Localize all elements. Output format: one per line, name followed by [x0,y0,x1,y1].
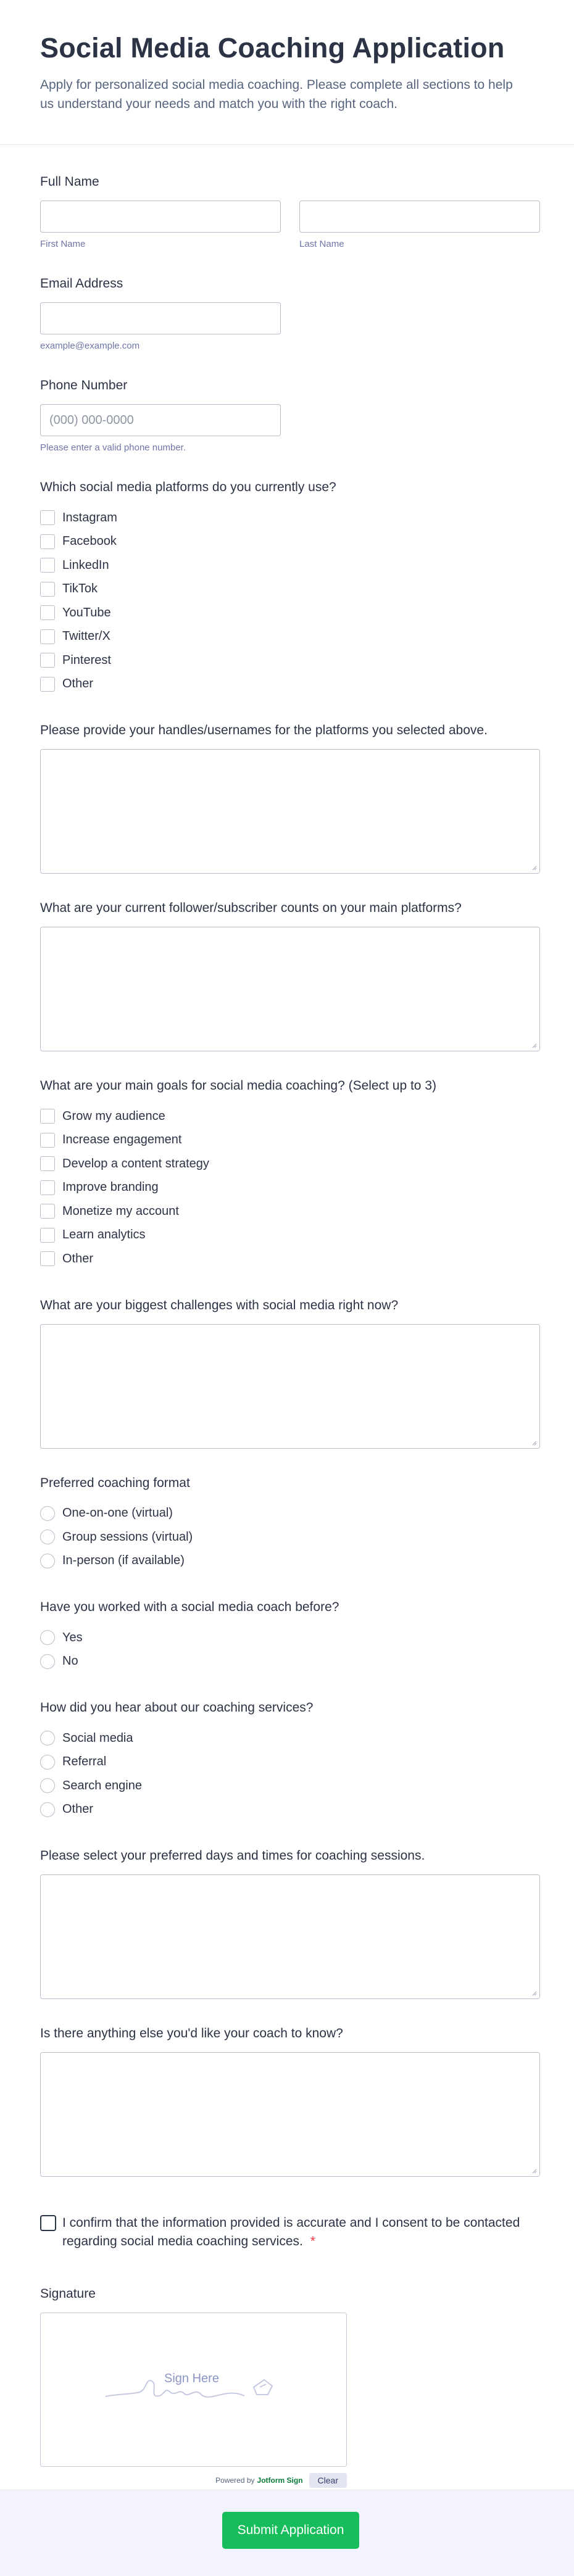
phone-label: Phone Number [40,378,128,392]
goal-option[interactable] [40,1176,534,1200]
format-label: Preferred coaching format [40,1475,190,1490]
email-label: Email Address [40,276,123,291]
full-name-label: Full Name [40,175,99,189]
platform-option-label: LinkedIn [62,558,109,572]
resize-grip-icon[interactable] [531,1990,537,1996]
referral-option[interactable] [40,1774,534,1798]
prior-coach-option[interactable] [40,1626,534,1650]
form-footer [0,2490,574,2576]
referral-label: How did you hear about our coaching services? [40,1700,314,1715]
goals-label: What are your main goals for social media coaching? (Select up to 3) [40,1079,436,1093]
goal-option-label: Grow my audience [62,1109,165,1123]
platform-option-label: Other [62,677,94,691]
platform-option-label: TikTok [62,582,98,596]
radio-button[interactable] [40,1731,55,1746]
challenges-field [40,1298,534,1449]
prior-coach-field [40,1600,534,1673]
form-body [0,175,574,2488]
goal-option[interactable] [40,1199,534,1224]
last-name-sublabel: Last Name [299,239,344,249]
platforms-field [40,480,534,696]
followers-label: What are your current follower/subscriber counts on your main platforms? [40,901,462,915]
phone-sublabel: Please enter a valid phone number. [40,442,186,453]
anything-else-field [40,2026,534,2177]
referral-option-label: Social media [62,1731,133,1745]
checkbox[interactable] [40,1251,55,1266]
goal-option-label: Learn analytics [62,1228,146,1242]
challenges-label: What are your biggest challenges with social media right now? [40,1298,399,1312]
referral-option[interactable] [40,1798,534,1822]
required-asterisk: * [310,2234,315,2248]
first-name-input[interactable] [40,201,281,233]
checkbox[interactable] [40,1204,55,1219]
platform-option-label: Facebook [62,534,117,549]
goal-option[interactable] [40,1247,534,1271]
platform-option[interactable] [40,601,534,625]
schedule-textarea[interactable] [40,1874,540,1999]
checkbox[interactable] [40,534,55,549]
referral-option-label: Search engine [62,1778,142,1792]
schedule-field [40,1849,534,1999]
platforms-options [40,506,534,696]
referral-option[interactable] [40,1750,534,1775]
resize-grip-icon[interactable] [531,1439,537,1446]
challenges-textarea[interactable] [40,1324,540,1449]
goal-option-label: Other [62,1251,94,1265]
consent-label: I confirm that the information provided is accurate and I consent to be contacted regarding social media coaching services. [62,2216,520,2248]
page-description: Apply for personalized social media coaching. Please complete all sections to help us understand your needs and match you with the right coach. [40,78,513,111]
goal-option[interactable] [40,1224,534,1248]
prior-coach-label: Have you worked with a social media coach before? [40,1600,339,1614]
platform-option[interactable] [40,553,534,578]
radio-button[interactable] [40,1530,55,1544]
signature-pad[interactable] [40,2313,347,2467]
consent-checkbox[interactable] [40,2215,56,2231]
checkbox[interactable] [40,1156,55,1171]
checkbox[interactable] [40,1228,55,1243]
resize-grip-icon[interactable] [531,864,537,871]
platform-option[interactable] [40,625,534,649]
format-option-label: In-person (if available) [62,1554,185,1568]
signature-placeholder: Sign Here [164,2372,219,2385]
handles-field [40,723,534,874]
goal-option[interactable] [40,1152,534,1176]
clear-signature-button[interactable]: Clear [309,2473,347,2488]
schedule-label: Please select your preferred days and times for coaching sessions. [40,1849,425,1863]
checkbox[interactable] [40,510,55,525]
platform-option[interactable] [40,530,534,554]
checkbox[interactable] [40,605,55,620]
checkbox[interactable] [40,1180,55,1195]
radio-button[interactable] [40,1506,55,1521]
platform-option-label: Pinterest [62,653,111,667]
resize-grip-icon[interactable] [531,1042,537,1048]
phone-input[interactable]: (000) 000-0000 [40,404,281,436]
goal-option-label: Develop a content strategy [62,1156,209,1170]
radio-button[interactable] [40,1755,55,1770]
checkbox[interactable] [40,629,55,644]
format-option[interactable] [40,1525,534,1549]
email-field [40,276,534,351]
goal-option-label: Monetize my account [62,1204,179,1218]
full-name-field [40,175,534,249]
signature-footer [40,2473,347,2488]
first-name-sublabel: First Name [40,239,86,249]
radio-button[interactable] [40,1778,55,1793]
radio-button[interactable] [40,1554,55,1568]
powered-by-text: Powered by [215,2476,255,2485]
platform-option-label: Twitter/X [62,629,110,644]
followers-field [40,901,534,1051]
prior-coach-options [40,1626,534,1673]
submit-button[interactable]: Submit Application [222,2512,359,2549]
format-field [40,1476,534,1573]
handles-label: Please provide your handles/usernames for the platforms you selected above. [40,723,488,737]
email-input[interactable] [40,302,281,334]
goals-options [40,1104,534,1271]
radio-button[interactable] [40,1654,55,1669]
checkbox[interactable] [40,558,55,573]
resize-grip-icon[interactable] [531,2168,537,2174]
email-sublabel: example@example.com [40,341,140,351]
goal-option-label: Improve branding [62,1180,159,1195]
goals-field [40,1079,534,1271]
consent-field [40,2214,534,2251]
checkbox[interactable] [40,677,55,692]
checkbox[interactable] [40,653,55,668]
goal-option[interactable] [40,1129,534,1153]
prior-coach-option-label: Yes [62,1630,83,1644]
checkbox[interactable] [40,1133,55,1148]
referral-options [40,1726,534,1821]
signature-field [40,2287,534,2488]
referral-option[interactable] [40,1726,534,1750]
form-header [0,0,574,145]
followers-textarea[interactable] [40,927,540,1051]
prior-coach-option[interactable] [40,1650,534,1674]
format-option[interactable] [40,1549,534,1573]
platform-option[interactable] [40,673,534,697]
goal-option[interactable] [40,1104,534,1129]
checkbox[interactable] [40,1109,55,1124]
consent-text [62,2214,534,2251]
format-option-label: One-on-one (virtual) [62,1506,173,1520]
platform-option-label: YouTube [62,605,111,619]
platform-option[interactable] [40,648,534,673]
referral-option-label: Referral [62,1755,107,1769]
referral-option-label: Other [62,1802,94,1816]
referral-field [40,1700,534,1821]
last-name-input[interactable] [299,201,540,233]
platform-option[interactable] [40,506,534,530]
goal-option-label: Increase engagement [62,1133,182,1147]
checkbox[interactable] [40,582,55,597]
format-option-label: Group sessions (virtual) [62,1530,193,1544]
anything-else-label: Is there anything else you'd like your coach to know? [40,2026,343,2040]
platforms-label: Which social media platforms do you currently use? [40,480,336,494]
phone-field [40,378,534,453]
radio-button[interactable] [40,1802,55,1817]
format-option[interactable] [40,1502,534,1526]
platform-option-label: Instagram [62,510,117,524]
prior-coach-option-label: No [62,1654,78,1668]
anything-else-textarea[interactable] [40,2052,540,2177]
page-title: Social Media Coaching Application [40,32,505,64]
handles-textarea[interactable] [40,749,540,874]
radio-button[interactable] [40,1630,55,1645]
signature-label: Signature [40,2287,96,2301]
jotform-sign-brand: Jotform Sign [257,2476,303,2485]
format-options [40,1502,534,1573]
platform-option[interactable] [40,578,534,602]
